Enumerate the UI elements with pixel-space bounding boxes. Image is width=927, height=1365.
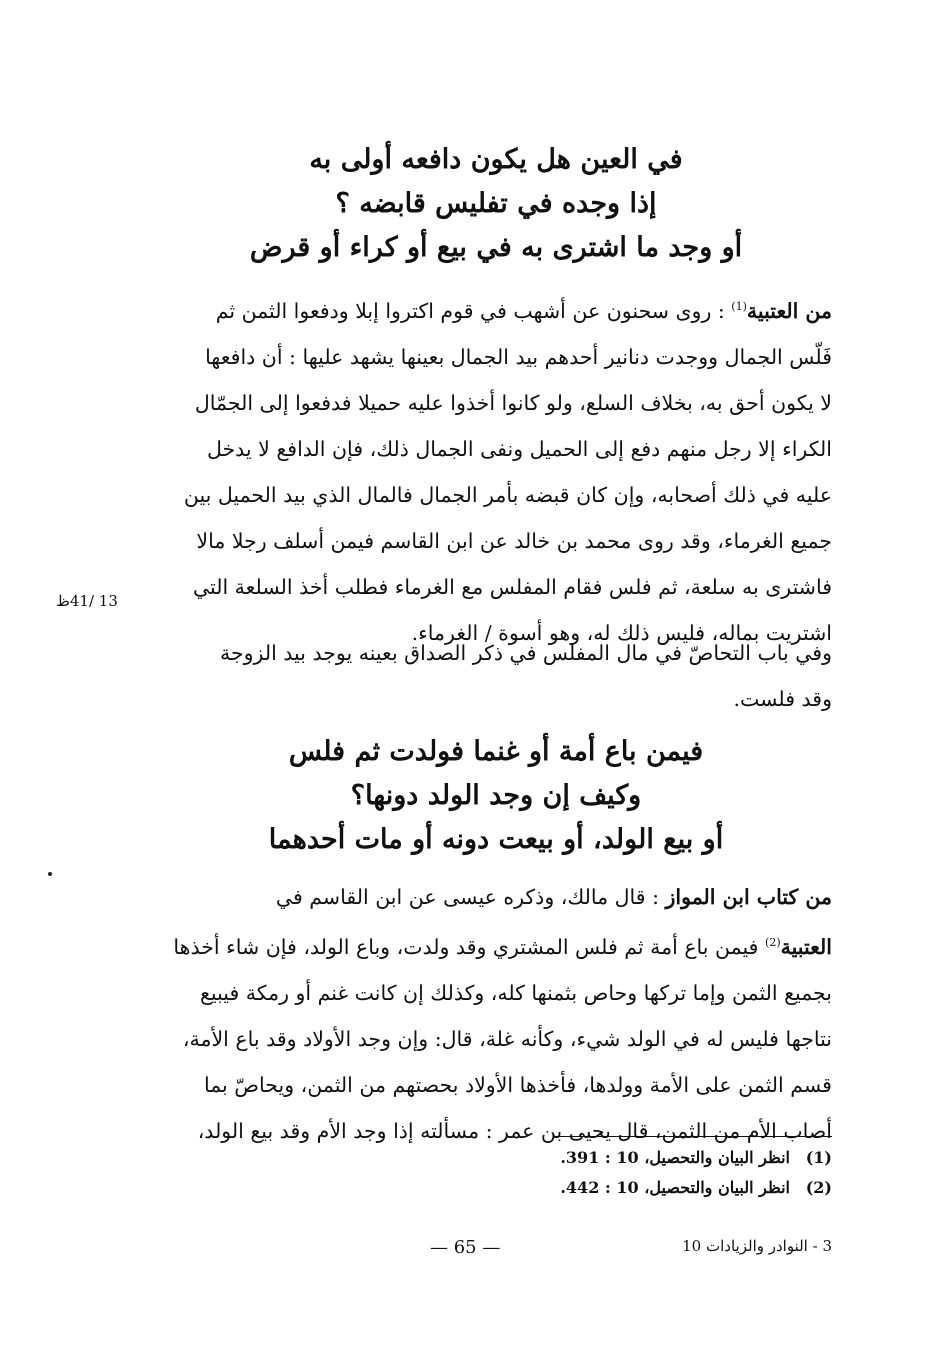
footnote-text: انظر البيان والتحصيل، 10 : 442. xyxy=(560,1178,790,1197)
heading-1-line-1: في العين هل يكون دافعه أولى به xyxy=(309,144,683,175)
paragraph-3-line-1: من كتاب ابن المواز : قال مالك، وذكره عيسى عن ابن القاسم في xyxy=(275,885,832,909)
heading-2-line-3: أو بيع الولد، أو بيعت دونه أو مات أحدهما xyxy=(268,824,724,855)
paragraph-3-line-2: العتبية$^{(2)}$ فيمن باع أمة ثم فلس المشتري وقد ولدت، وباع الولد، فإن شاء أخذها xyxy=(173,934,832,959)
paragraph-2 xyxy=(160,630,832,722)
paragraph-3 xyxy=(160,874,832,1154)
stray-mark xyxy=(48,872,52,876)
paragraph-1-line-5: عليه في ذلك أصحابه، وإن كان قبضه بأمر الجمال فالمال الذي بيد الحميل بين xyxy=(183,482,832,507)
heading-1-line-2: إذا وجده في تفليس قابضه ؟ xyxy=(335,188,657,219)
section-heading-2 xyxy=(160,730,832,862)
paragraph-1 xyxy=(160,284,832,656)
page-number: — 65 — xyxy=(430,1237,501,1258)
paragraph-1-line-2: فَلّس الجمال ووجدت دنانير أحدهم بيد الجمال بعينها يشهد عليها : أن دافعها xyxy=(205,344,832,369)
paragraph-1-line-1: من العتبية$^{(1)}$ : روى سحنون عن أشهب في قوم اكتروا إبلا ودفعوا الثمن ثم xyxy=(215,298,832,323)
footnote-ref-2: (2) xyxy=(765,936,781,949)
paragraph-1-line-3: لا يكون أحق به، بخلاف السلع، ولو كانوا أخذوا عليه حميلا فدفعوا إلى الجمّال xyxy=(194,390,832,415)
footnote-number: (2) xyxy=(805,1178,832,1197)
paragraph-1-line-7: فاشترى به سلعة، ثم فلس فقام المفلس مع الغرماء فطلب أخذ السلعة التي xyxy=(192,574,832,599)
paragraph-3-line-5: قسم الثمن على الأمة وولدها، فأخذها الأولاد بحصتهم من الثمن، ويحاصّ بما xyxy=(203,1072,832,1097)
section-heading-1 xyxy=(160,138,832,270)
source-name: من العتبية xyxy=(746,298,832,323)
manuscript-folio-note: 13 /41ظ xyxy=(56,592,118,610)
paragraph-1-line-8: اشتريت بماله، فليس ذلك له، وهو أسوة / الغرماء. xyxy=(411,620,832,645)
footnote-number: (1) xyxy=(805,1148,832,1167)
paragraph-1-line-4: الكراء إلا رجل منهم دفع إلى الحميل ونفى الجمال ذلك، فإن الدافع لا يدخل xyxy=(206,436,832,461)
source-name: العتبية xyxy=(780,934,832,959)
footnote-ref-1: (1) xyxy=(731,300,747,313)
paragraph-3-line-6: أصاب الأم من الثمن، قال يحيى بن عمر : مسألته إذا وجد الأم وقد بيع الولد، xyxy=(197,1118,832,1143)
footnote-2 xyxy=(560,1178,832,1197)
footnote-1 xyxy=(560,1148,832,1167)
heading-2-line-1: فيمن باع أمة أو غنما فولدت ثم فلس xyxy=(288,736,704,767)
paragraph-3-line-3: بجميع الثمن وإما تركها وحاص بثمنها كله، وكذلك إن كانت غنم أو رمكة فيبيع xyxy=(200,980,832,1005)
heading-2-line-2: وكيف إن وجد الولد دونها؟ xyxy=(350,780,642,811)
paragraph-2-line-1: وفي باب التحاصّ في مال المفلس في ذكر الصداق بعينه يوجد بيد الزوجة xyxy=(219,641,832,665)
footnote-divider xyxy=(555,1136,832,1137)
running-title: 3 - النوادر والزيادات 10 xyxy=(682,1237,832,1255)
paragraph-2-line-2: وقد فلست. xyxy=(733,687,832,711)
footnote-text: انظر البيان والتحصيل، 10 : 391. xyxy=(560,1148,790,1167)
paragraph-3-line-4: نتاجها فليس له في الولد شيء، وكأنه غلة، قال: وإن وجد الأولاد وقد باع الأمة، xyxy=(182,1026,832,1051)
source-name: من كتاب ابن المواز xyxy=(665,885,832,909)
heading-1-line-3: أو وجد ما اشترى به في بيع أو كراء أو قرض xyxy=(249,232,743,263)
paragraph-1-line-6: جميع الغرماء، وقد روى محمد بن خالد عن ابن القاسم فيمن أسلف رجلا مالا xyxy=(196,528,832,553)
